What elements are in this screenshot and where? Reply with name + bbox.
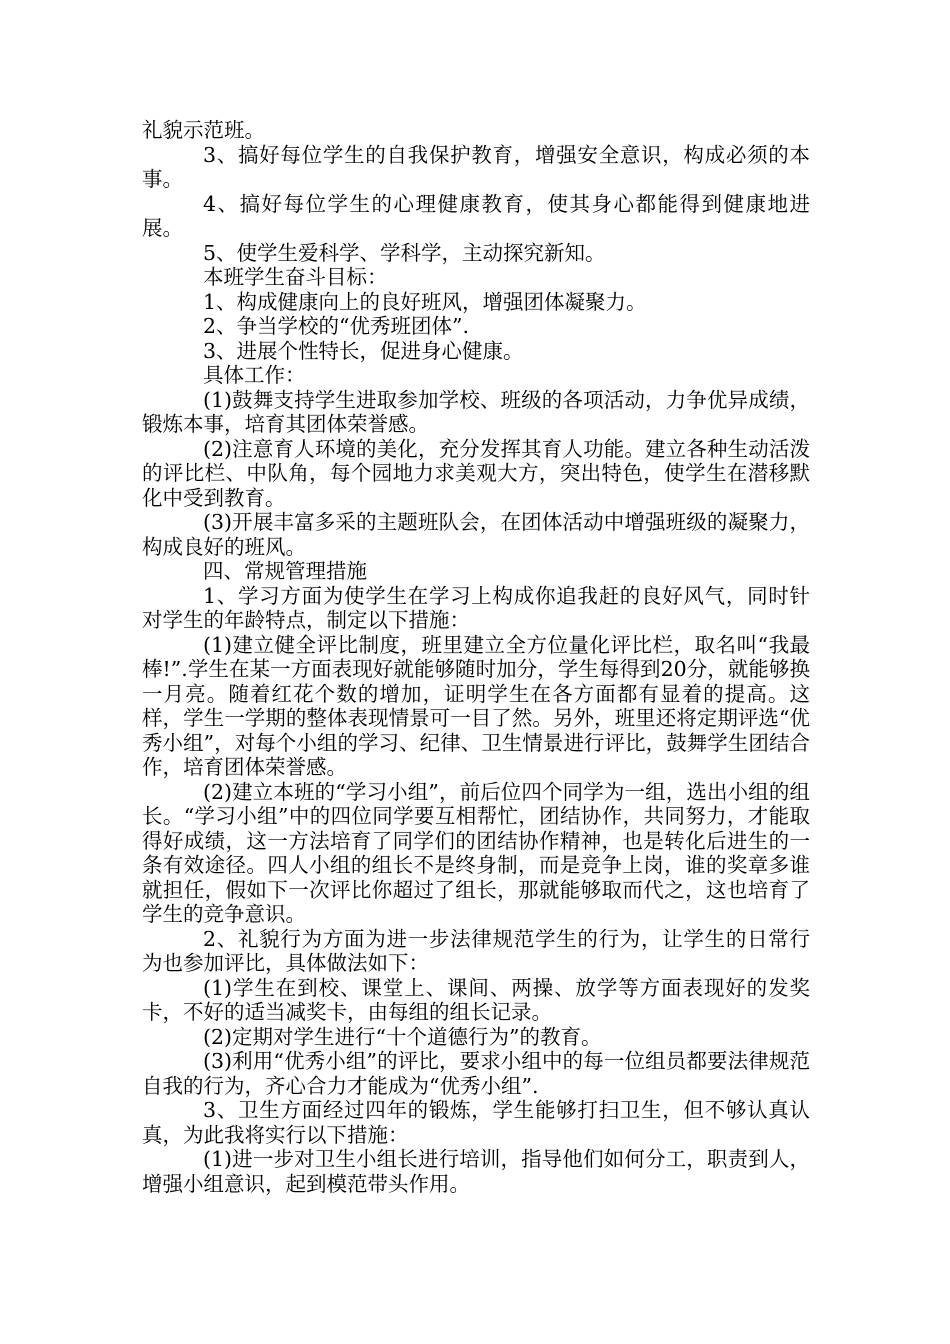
document-body — [142, 118, 810, 1196]
paragraph-19: (2)定期对学生进行“十个道德行为”的教育。 — [203, 1024, 602, 1049]
paragraph-18: (1)学生在到校、课堂上、课间、两操、放学等方面表现好的发奖卡，不好的适当减奖卡，由每组的组长记录。 — [142, 975, 810, 1024]
paragraph-21: 3、卫生方面经过四年的锻炼，学生能够打扫卫生，但不够认真认真，为此我将实行以下措施： — [142, 1098, 810, 1147]
paragraph-8: 3、进展个性特长，促进身心健康。 — [203, 338, 524, 363]
paragraph-1: 礼貌示范班。 — [142, 118, 265, 142]
paragraph-12: (3)开展丰富多采的主题班队会，在团体活动中增强班级的凝聚力，构成良好的班风。 — [142, 510, 810, 559]
paragraph-4: 5、使学生爱科学、学科学，主动探究新知。 — [203, 240, 606, 265]
paragraph-16: (2)建立本班的“学习小组”，前后位四个同学为一组，选出小组的组长。“学习小组”中的四位同学要互相帮忙，团结协作，共同努力，才能取得好成绩，这一方法培育了同学们的团结协作精神，也是转化后进生的一条有效途径。四人小组的组长不是终身制，而是竞争上岗，谁的奖章多谁就担任，假如下一次评比你超过了组长，那就能够取而代之，这也培育了学生的竞争意识。 — [142, 779, 810, 926]
paragraph-17: 2、礼貌行为方面为进一步法律规范学生的行为，让学生的日常行为也参加评比，具体做法如下： — [142, 926, 810, 975]
section-heading-tasks: 具体工作： — [203, 363, 306, 387]
paragraph-10: (1)鼓舞支持学生进取参加学校、班级的各项活动，力争优异成绩，锻炼本事，培育其团体荣誉感。 — [142, 387, 810, 436]
paragraph-6: 1、构成健康向上的良好班风，增强团体凝聚力。 — [203, 289, 647, 314]
paragraph-2: 3、搞好每位学生的自我保护教育，增强安全意识，构成必须的本事。 — [142, 142, 810, 191]
paragraph-7: 2、争当学校的“优秀班团体”. — [203, 314, 470, 338]
paragraph-15: (1)建立健全评比制度，班里建立全方位量化评比栏，取名叫“我最棒!”.学生在某一方面表现好就能够随时加分，学生每得到20分，就能够换一月亮。随着红花个数的增加，证明学生在各方面都有显着的提高。这样，学生一学期的整体表现情景可一目了然。另外，班里还将定期评选“优秀小组”，对每个小组的学习、纪律、卫生情景进行评比，鼓舞学生团结合作，培育团体荣誉感。 — [142, 632, 810, 779]
paragraph-20: (3)利用“优秀小组”的评比，要求小组中的每一位组员都要法律规范自我的行为，齐心合力才能成为“优秀小组”. — [142, 1049, 810, 1098]
section-heading-measures: 四、常规管理措施 — [203, 559, 367, 583]
paragraph-3: 4、搞好每位学生的心理健康教育，使其身心都能得到健康地进展。 — [142, 191, 810, 240]
paragraph-11: (2)注意育人环境的美化，充分发挥其育人功能。建立各种生动活泼的评比栏、中队角，每个园地力求美观大方，突出特色，使学生在潜移默化中受到教育。 — [142, 436, 810, 510]
section-heading-goals: 本班学生奋斗目标： — [203, 265, 388, 289]
paragraph-14: 1、学习方面为使学生在学习上构成你追我赶的良好风气，同时针对学生的年龄特点，制定以下措施： — [142, 583, 810, 632]
paragraph-22: (1)进一步对卫生小组长进行培训，指导他们如何分工，职责到人，增强小组意识，起到模范带头作用。 — [142, 1147, 810, 1196]
